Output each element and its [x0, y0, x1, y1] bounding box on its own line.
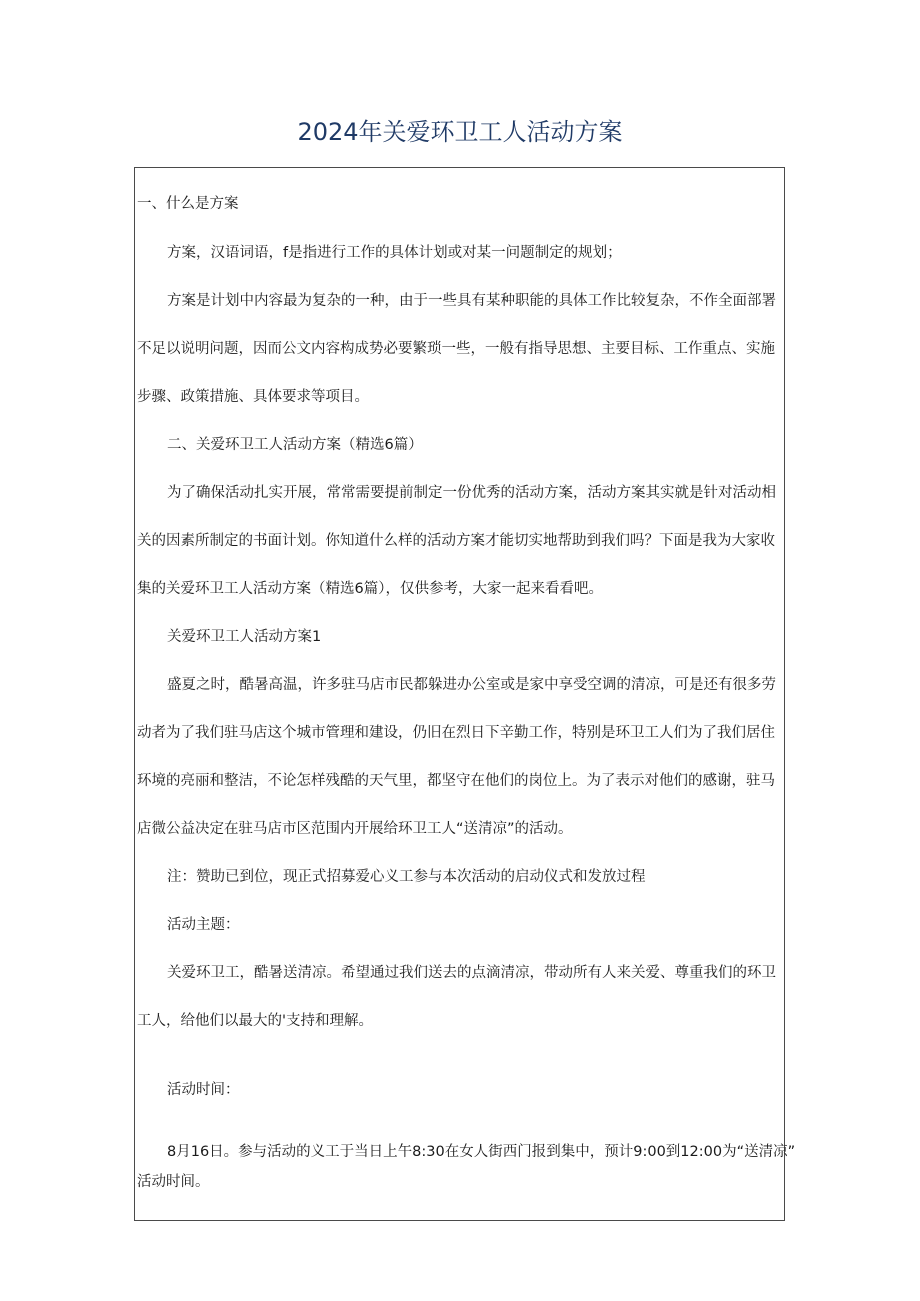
paragraph-theme-line1: 关爱环卫工，酷暑送清凉。希望通过我们送去的点滴清凉，带动所有人来关爱、尊重我们的环卫 — [167, 965, 776, 981]
section-heading-what-is-plan: 一、什么是方案 — [137, 196, 239, 212]
paragraph-intro-line2: 关的因素所制定的书面计划。你知道什么样的活动方案才能切实地帮助到我们吗？下面是我为大家收 — [137, 533, 775, 549]
label-activity-theme: 活动主题： — [167, 917, 240, 933]
paragraph-complexity-line2: 不足以说明问题，因而公文内容构成势必要繁琐一些，一般有指导思想、主要目标、工作重点、实施 — [137, 341, 775, 357]
paragraph-time-line1: 8月16日。参与活动的义工于当日上午8:30在女人街西门报到集中，预计9:00到12:00为“送清凉” — [167, 1144, 796, 1160]
content-box — [134, 167, 796, 1221]
paragraph-intro-line3: 集的关爱环卫工人活动方案（精选6篇），仅供参考，大家一起来看看吧。 — [137, 581, 603, 597]
paragraph-summer-line4: 店微公益决定在驻马店市区范围内开展给环卫工人“送清凉”的活动。 — [137, 821, 573, 837]
paragraph-summer-line2: 动者为了我们驻马店这个城市管理和建设，仍旧在烈日下辛勤工作，特别是环卫工人们为了我们居住 — [137, 725, 775, 741]
paragraph-complexity-line1: 方案是计划中内容最为复杂的一种，由于一些具有某种职能的具体工作比较复杂，不作全面部署 — [167, 293, 776, 309]
paragraph-time-line2: 活动时间。 — [137, 1174, 210, 1190]
paragraph-summer-line1: 盛夏之时，酷暑高温，许多驻马店市民都躲进办公室或是家中享受空调的清凉，可是还有很多劳 — [167, 677, 776, 693]
paragraph-intro-line1: 为了确保活动扎实开展，常常需要提前制定一份优秀的活动方案，活动方案其实就是针对活动相 — [167, 485, 776, 501]
plan-subtitle: 关爱环卫工人活动方案1 — [167, 629, 322, 645]
paragraph-theme-line2: 工人，给他们以最大的'支持和理解。 — [137, 1013, 373, 1029]
paragraph-definition: 方案，汉语词语，f是指进行工作的具体计划或对某一问题制定的规划； — [167, 245, 622, 261]
paragraph-summer-line3: 环境的亮丽和整洁，不论怎样残酷的天气里，都坚守在他们的岗位上。为了表示对他们的感谢，驻马 — [137, 773, 775, 789]
paragraph-note: 注：赞助已到位，现正式招募爱心义工参与本次活动的启动仪式和发放过程 — [167, 869, 646, 885]
label-activity-time: 活动时间： — [167, 1082, 240, 1098]
document-title: 2024年关爱环卫工人活动方案 — [297, 118, 623, 146]
paragraph-complexity-line3: 步骤、政策措施、具体要求等项目。 — [137, 389, 369, 405]
section-heading-activity-plans: 二、关爱环卫工人活动方案（精选6篇） — [167, 437, 423, 453]
